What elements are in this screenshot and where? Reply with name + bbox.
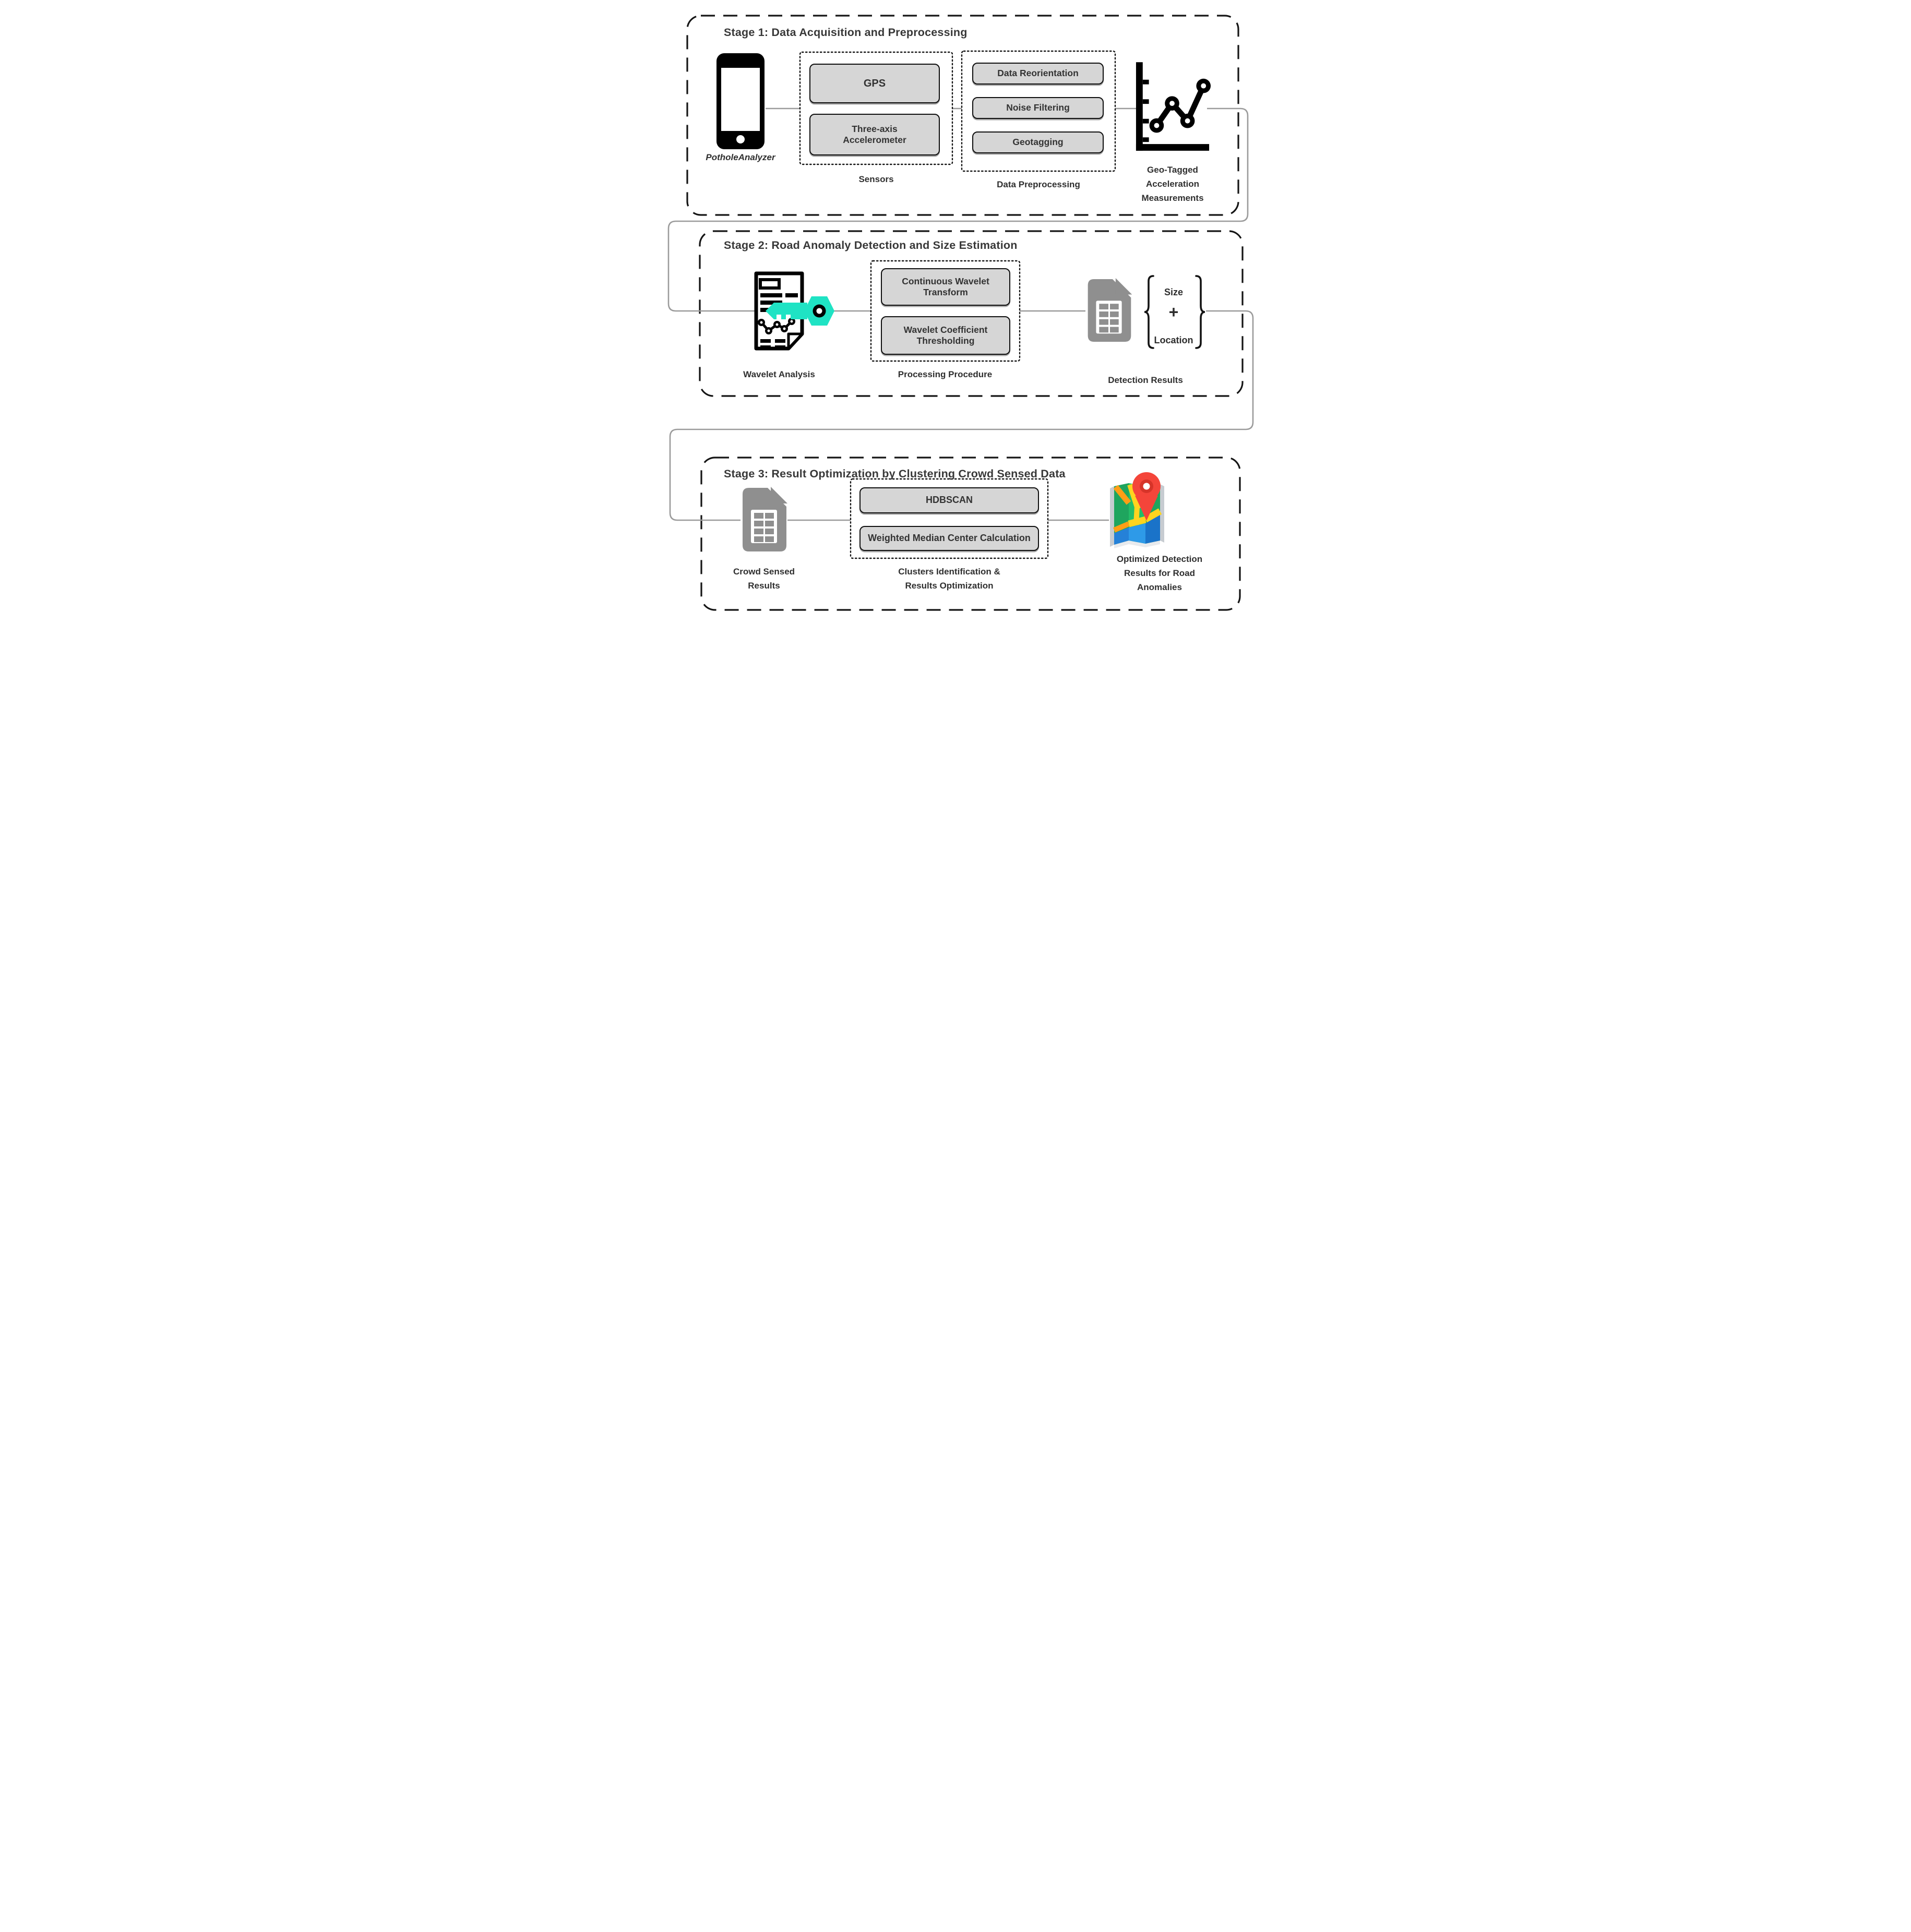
optimized-results-label: Optimized Detection Results for Road Anomalies <box>1116 554 1203 592</box>
sensors-label: Sensors <box>858 174 894 184</box>
cwt-box: Continuous Wavelet Transform <box>881 268 1010 306</box>
crowd-file-icon <box>740 487 787 554</box>
geo-tagged-output-label: Geo-Tagged Acceleration Measurements <box>1141 165 1204 203</box>
accelerometer-box: Three-axis Accelerometer <box>809 114 940 155</box>
gps-box: GPS <box>809 64 940 103</box>
map-icon <box>1108 465 1166 551</box>
noise-filtering-box: Noise Filtering <box>972 97 1104 119</box>
detection-results-label: Detection Results <box>1108 375 1183 385</box>
stage-3-title: Stage 3: Result Optimization by Clustering Crowd Sensed Data <box>724 467 1066 480</box>
pipeline-diagram <box>653 0 1258 613</box>
wavelet-analysis-label: Wavelet Analysis <box>743 369 815 379</box>
wmcc-box: Weighted Median Center Calculation <box>859 526 1039 551</box>
crowd-results-label: Crowd Sensed Results <box>733 567 795 591</box>
wavelet-report-icon <box>752 270 835 352</box>
procedure-label: Processing Procedure <box>898 369 993 379</box>
plus-icon: + <box>1168 303 1179 321</box>
stage-2-title: Stage 2: Road Anomaly Detection and Size Estimation <box>724 239 1018 251</box>
data-reorientation-box: Data Reorientation <box>972 63 1104 85</box>
size-label: Size <box>1164 287 1184 297</box>
clustering-label: Clusters Identification & Results Optimization <box>898 567 1000 591</box>
line-chart-icon <box>1134 60 1211 158</box>
wct-box: Wavelet Coefficient Thresholding <box>881 316 1010 355</box>
stage-1-title: Stage 1: Data Acquisition and Preprocessing <box>724 26 968 39</box>
location-label: Location <box>1154 335 1193 345</box>
hdbscan-box: HDBSCAN <box>859 487 1039 513</box>
right-brace <box>1194 274 1205 350</box>
potholeanalyzer-label: PotholeAnalyzer <box>706 152 775 162</box>
results-file-icon <box>1085 278 1132 344</box>
preprocessing-label: Data Preprocessing <box>997 179 1080 189</box>
geotagging-box: Geotagging <box>972 131 1104 153</box>
smartphone-icon <box>715 52 766 150</box>
